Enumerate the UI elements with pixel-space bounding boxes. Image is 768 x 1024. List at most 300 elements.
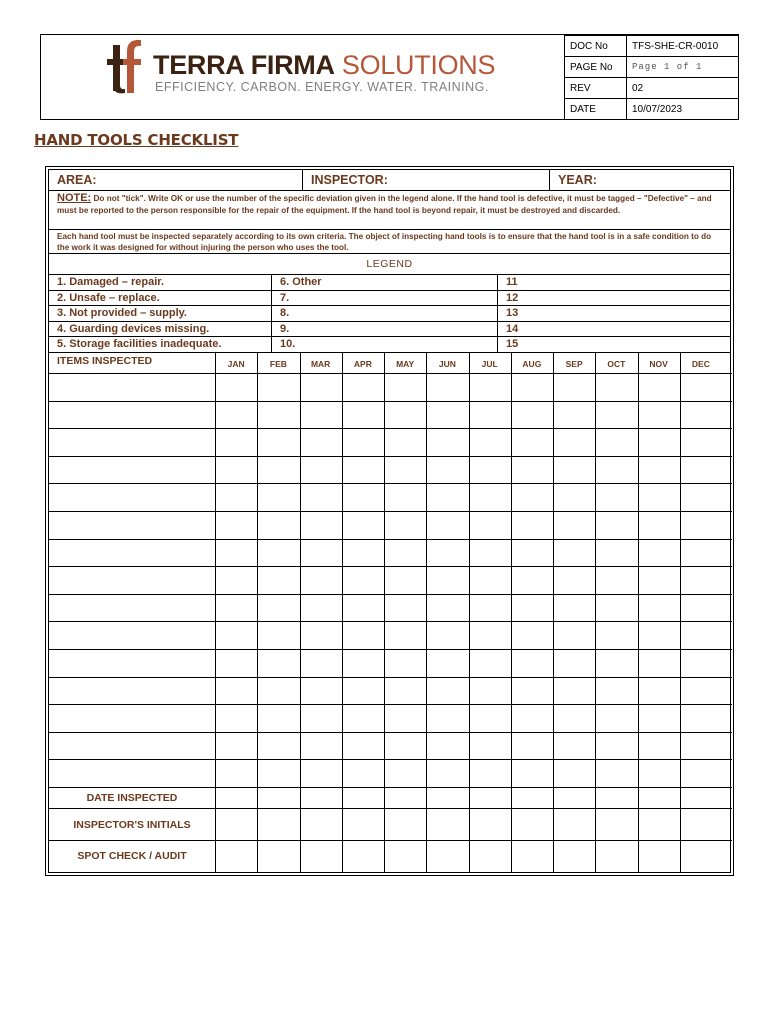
entry-cell-sep[interactable]	[554, 429, 595, 456]
entry-cell-may[interactable]	[385, 788, 426, 808]
entry-cell-oct[interactable]	[596, 429, 637, 456]
grid-column-line	[469, 353, 470, 872]
legend-item: 9.	[280, 322, 290, 335]
entry-cell-feb[interactable]	[258, 705, 299, 732]
entry-cell-nov[interactable]	[639, 622, 680, 649]
legend-item: 15	[506, 338, 519, 351]
entry-cell-mar[interactable]	[301, 733, 342, 760]
doc-info-row	[565, 99, 739, 120]
entry-cell-jul[interactable]	[470, 457, 511, 484]
entry-cell-sep[interactable]	[554, 512, 595, 539]
entry-cell-jan[interactable]	[216, 512, 257, 539]
company-tagline: EFFICIENCY. CARBON. ENERGY. WATER. TRAINING.	[155, 80, 489, 94]
entry-cell-dec[interactable]	[681, 512, 722, 539]
legend-row	[49, 275, 730, 291]
entry-cell-dec[interactable]	[681, 540, 722, 567]
entry-cell-dec[interactable]	[681, 705, 722, 732]
entry-cell-jan[interactable]	[216, 540, 257, 567]
doc-no-value: TFS-SHE-CR-0010	[627, 36, 739, 57]
entry-cell-jul[interactable]	[470, 841, 511, 871]
footer-row-label: INSPECTOR'S INITIALS	[73, 819, 191, 831]
entry-cell-jul[interactable]	[470, 595, 511, 622]
entry-cell-feb[interactable]	[258, 760, 299, 787]
entry-cell-mar[interactable]	[301, 760, 342, 787]
entry-cell-apr[interactable]	[343, 760, 384, 787]
entry-cell-oct[interactable]	[596, 402, 637, 429]
entry-cell-sep[interactable]	[554, 760, 595, 787]
item-name-cell[interactable]	[49, 429, 215, 456]
entry-cell-apr[interactable]	[343, 678, 384, 705]
item-name-cell[interactable]	[49, 705, 215, 732]
legend-item: 3. Not provided – supply.	[57, 307, 187, 320]
entry-cell-aug[interactable]	[512, 788, 553, 808]
legend-item: 7.	[280, 291, 290, 304]
entry-cell-may[interactable]	[385, 567, 426, 594]
inspector-field[interactable]	[303, 170, 549, 190]
entry-cell-jul[interactable]	[470, 788, 511, 808]
entry-cell-may[interactable]	[385, 760, 426, 787]
entry-cell-aug[interactable]	[512, 567, 553, 594]
entry-cell-nov[interactable]	[639, 540, 680, 567]
entry-cell-jul[interactable]	[470, 567, 511, 594]
entry-cell-jan[interactable]	[216, 429, 257, 456]
entry-cell-jun[interactable]	[427, 809, 468, 840]
entry-cell-jun[interactable]	[427, 788, 468, 808]
entry-cell-mar[interactable]	[301, 841, 342, 871]
entry-cell-mar[interactable]	[301, 484, 342, 511]
page-no-value: Page 1 of 1	[627, 57, 739, 78]
entry-cell-nov[interactable]	[639, 512, 680, 539]
entry-cell-sep[interactable]	[554, 733, 595, 760]
entry-cell-jan[interactable]	[216, 484, 257, 511]
item-name-cell[interactable]	[49, 512, 215, 539]
entry-cell-oct[interactable]	[596, 567, 637, 594]
entry-cell-apr[interactable]	[343, 374, 384, 401]
entry-cell-dec[interactable]	[681, 678, 722, 705]
item-name-cell[interactable]	[49, 760, 215, 787]
entry-cell-feb[interactable]	[258, 374, 299, 401]
note-section	[49, 191, 730, 230]
entry-cell-aug[interactable]	[512, 760, 553, 787]
entry-cell-nov[interactable]	[639, 402, 680, 429]
entry-cell-feb[interactable]	[258, 457, 299, 484]
entry-cell-jun[interactable]	[427, 678, 468, 705]
grid-column-line	[638, 353, 639, 872]
legend-title: LEGEND	[49, 254, 730, 275]
grid-column-line	[384, 353, 385, 872]
entry-cell-sep[interactable]	[554, 567, 595, 594]
legend-item: 8.	[280, 307, 290, 320]
item-name-cell[interactable]	[49, 457, 215, 484]
entry-cell-may[interactable]	[385, 809, 426, 840]
grid-column-line	[680, 353, 681, 872]
entry-cell-jun[interactable]	[427, 841, 468, 871]
entry-cell-may[interactable]	[385, 374, 426, 401]
entry-cell-jul[interactable]	[470, 622, 511, 649]
entry-cell-aug[interactable]	[512, 402, 553, 429]
entry-cell-oct[interactable]	[596, 595, 637, 622]
entry-cell-mar[interactable]	[301, 374, 342, 401]
grid-column-line	[595, 353, 596, 872]
entry-cell-apr[interactable]	[343, 622, 384, 649]
entry-cell-jul[interactable]	[470, 402, 511, 429]
entry-cell-mar[interactable]	[301, 705, 342, 732]
entry-cell-apr[interactable]	[343, 650, 384, 677]
document-header	[40, 34, 739, 120]
entry-cell-jul[interactable]	[470, 705, 511, 732]
entry-cell-feb[interactable]	[258, 650, 299, 677]
entry-cell-jul[interactable]	[470, 733, 511, 760]
entry-cell-may[interactable]	[385, 595, 426, 622]
entry-cell-jan[interactable]	[216, 678, 257, 705]
entry-cell-oct[interactable]	[596, 678, 637, 705]
legend-row	[49, 322, 730, 338]
page-title: HAND TOOLS CHECKLIST	[34, 131, 239, 149]
entry-cell-jun[interactable]	[427, 622, 468, 649]
grid-column-line	[257, 353, 258, 872]
entry-cell-jun[interactable]	[427, 457, 468, 484]
item-name-cell[interactable]	[49, 484, 215, 511]
entry-cell-feb[interactable]	[258, 788, 299, 808]
entry-cell-nov[interactable]	[639, 457, 680, 484]
month-header-feb: FEB	[269, 359, 287, 369]
entry-cell-nov[interactable]	[639, 841, 680, 871]
entry-cell-apr[interactable]	[343, 733, 384, 760]
entry-cell-sep[interactable]	[554, 622, 595, 649]
entry-cell-jun[interactable]	[427, 429, 468, 456]
entry-cell-dec[interactable]	[681, 650, 722, 677]
entry-cell-oct[interactable]	[596, 457, 637, 484]
entry-cell-feb[interactable]	[258, 678, 299, 705]
entry-cell-sep[interactable]	[554, 457, 595, 484]
company-name-primary: TERRA FIRMA	[153, 50, 335, 80]
entry-cell-feb[interactable]	[258, 512, 299, 539]
entry-cell-mar[interactable]	[301, 429, 342, 456]
entry-cell-feb[interactable]	[258, 540, 299, 567]
entry-cell-jan[interactable]	[216, 567, 257, 594]
legend-row	[49, 337, 730, 353]
entry-cell-jul[interactable]	[470, 512, 511, 539]
entry-cell-nov[interactable]	[639, 678, 680, 705]
entry-cell-sep[interactable]	[554, 788, 595, 808]
legend-item: 5. Storage facilities inadequate.	[57, 338, 222, 351]
entry-cell-mar[interactable]	[301, 809, 342, 840]
company-name	[153, 50, 495, 80]
entry-cell-aug[interactable]	[512, 678, 553, 705]
entry-cell-aug[interactable]	[512, 484, 553, 511]
date-label: DATE	[565, 99, 627, 120]
entry-cell-oct[interactable]	[596, 809, 637, 840]
entry-cell-dec[interactable]	[681, 733, 722, 760]
entry-cell-feb[interactable]	[258, 402, 299, 429]
entry-cell-apr[interactable]	[343, 402, 384, 429]
entry-cell-jul[interactable]	[470, 678, 511, 705]
entry-cell-jul[interactable]	[470, 650, 511, 677]
entry-cell-nov[interactable]	[639, 650, 680, 677]
month-header-jan: JAN	[227, 359, 245, 369]
entry-cell-oct[interactable]	[596, 650, 637, 677]
entry-cell-nov[interactable]	[639, 374, 680, 401]
entry-cell-aug[interactable]	[512, 374, 553, 401]
entry-cell-apr[interactable]	[343, 457, 384, 484]
entry-cell-feb[interactable]	[258, 733, 299, 760]
entry-cell-jun[interactable]	[427, 374, 468, 401]
month-header-aug: AUG	[522, 359, 542, 369]
entry-cell-jun[interactable]	[427, 733, 468, 760]
entry-cell-dec[interactable]	[681, 484, 722, 511]
entry-cell-dec[interactable]	[681, 760, 722, 787]
entry-cell-mar[interactable]	[301, 788, 342, 808]
item-name-cell[interactable]	[49, 678, 215, 705]
entry-cell-mar[interactable]	[301, 678, 342, 705]
entry-cell-jun[interactable]	[427, 595, 468, 622]
entry-cell-dec[interactable]	[681, 622, 722, 649]
grid-column-line	[215, 353, 216, 872]
entry-cell-sep[interactable]	[554, 705, 595, 732]
entry-cell-nov[interactable]	[639, 567, 680, 594]
entry-cell-may[interactable]	[385, 484, 426, 511]
item-name-cell[interactable]	[49, 567, 215, 594]
entry-cell-feb[interactable]	[258, 841, 299, 871]
entry-cell-nov[interactable]	[639, 595, 680, 622]
entry-cell-mar[interactable]	[301, 540, 342, 567]
month-header-nov: NOV	[649, 359, 668, 369]
footer-row-label: SPOT CHECK / AUDIT	[77, 850, 187, 862]
grid-column-line	[511, 353, 512, 872]
entry-cell-sep[interactable]	[554, 841, 595, 871]
entry-cell-aug[interactable]	[512, 457, 553, 484]
entry-cell-dec[interactable]	[681, 809, 722, 840]
entry-cell-may[interactable]	[385, 841, 426, 871]
entry-cell-aug[interactable]	[512, 705, 553, 732]
entry-cell-may[interactable]	[385, 733, 426, 760]
entry-cell-apr[interactable]	[343, 809, 384, 840]
note-body: Do not "tick". Write OK or use the number of the specific deviation given in the legend alone. If the hand tool is defective, it must be tagged – "Defective" – and must be reported to the person responsible for the repair of the equipment. If the hand tool is beyond repair, it must be destroyed and discarded.	[57, 194, 712, 215]
entry-cell-apr[interactable]	[343, 788, 384, 808]
entry-cell-may[interactable]	[385, 402, 426, 429]
entry-cell-apr[interactable]	[343, 484, 384, 511]
entry-cell-sep[interactable]	[554, 540, 595, 567]
entry-cell-sep[interactable]	[554, 374, 595, 401]
legend-item: 11	[506, 276, 518, 288]
entry-cell-sep[interactable]	[554, 595, 595, 622]
entry-cell-may[interactable]	[385, 457, 426, 484]
item-name-cell[interactable]	[49, 733, 215, 760]
entry-cell-mar[interactable]	[301, 512, 342, 539]
entry-cell-apr[interactable]	[343, 512, 384, 539]
inspector-label: INSPECTOR:	[311, 173, 388, 187]
entry-cell-jan[interactable]	[216, 705, 257, 732]
entry-cell-may[interactable]	[385, 512, 426, 539]
entry-cell-dec[interactable]	[681, 402, 722, 429]
entry-cell-jun[interactable]	[427, 512, 468, 539]
date-value: 10/07/2023	[627, 99, 739, 120]
note-text	[57, 192, 724, 217]
entry-cell-sep[interactable]	[554, 809, 595, 840]
entry-cell-apr[interactable]	[343, 567, 384, 594]
entry-cell-nov[interactable]	[639, 733, 680, 760]
entry-cell-dec[interactable]	[681, 457, 722, 484]
entry-cell-aug[interactable]	[512, 809, 553, 840]
month-header-jun: JUN	[438, 359, 456, 369]
month-header-dec: DEC	[691, 359, 710, 369]
entry-cell-may[interactable]	[385, 650, 426, 677]
month-header-sep: SEP	[565, 359, 583, 369]
description-section	[49, 230, 730, 254]
entry-cell-oct[interactable]	[596, 760, 637, 787]
entry-cell-may[interactable]	[385, 705, 426, 732]
entry-cell-jan[interactable]	[216, 788, 257, 808]
entry-cell-aug[interactable]	[512, 733, 553, 760]
entry-cell-mar[interactable]	[301, 567, 342, 594]
item-name-cell[interactable]	[49, 402, 215, 429]
entry-cell-dec[interactable]	[681, 567, 722, 594]
page-no-label: PAGE No	[565, 57, 627, 78]
grid-column-line	[553, 353, 554, 872]
rev-label: REV	[565, 78, 627, 99]
item-name-cell[interactable]	[49, 595, 215, 622]
entry-cell-jul[interactable]	[470, 540, 511, 567]
entry-cell-may[interactable]	[385, 678, 426, 705]
company-logo	[41, 35, 564, 119]
entry-cell-mar[interactable]	[301, 402, 342, 429]
entry-cell-nov[interactable]	[639, 705, 680, 732]
entry-cell-jul[interactable]	[470, 809, 511, 840]
entry-cell-aug[interactable]	[512, 841, 553, 871]
entry-cell-jul[interactable]	[470, 429, 511, 456]
entry-cell-apr[interactable]	[343, 595, 384, 622]
entry-cell-dec[interactable]	[681, 595, 722, 622]
entry-cell-jun[interactable]	[427, 650, 468, 677]
entry-cell-aug[interactable]	[512, 512, 553, 539]
doc-info-row	[565, 57, 739, 78]
item-name-cell[interactable]	[49, 650, 215, 677]
description-text: Each hand tool must be inspected separately according to its own criteria. The object of inspecting hand tools is to ensure that the hand tool is in a safe condition to do the work it was designed for without injuring the person who uses the tool.	[57, 232, 712, 252]
legend-item: 4. Guarding devices missing.	[57, 322, 210, 335]
entry-cell-jun[interactable]	[427, 567, 468, 594]
entry-cell-oct[interactable]	[596, 512, 637, 539]
entry-cell-dec[interactable]	[681, 374, 722, 401]
entry-cell-feb[interactable]	[258, 595, 299, 622]
entry-cell-jan[interactable]	[216, 622, 257, 649]
entry-cell-oct[interactable]	[596, 374, 637, 401]
legend-row	[49, 291, 730, 307]
entry-cell-oct[interactable]	[596, 788, 637, 808]
entry-cell-aug[interactable]	[512, 429, 553, 456]
entry-cell-jun[interactable]	[427, 760, 468, 787]
entry-cell-sep[interactable]	[554, 650, 595, 677]
entry-cell-feb[interactable]	[258, 429, 299, 456]
entry-cell-jan[interactable]	[216, 457, 257, 484]
footer-row-label: DATE INSPECTED	[86, 792, 178, 804]
entry-cell-dec[interactable]	[681, 429, 722, 456]
entry-cell-jun[interactable]	[427, 705, 468, 732]
entry-cell-jun[interactable]	[427, 540, 468, 567]
legend-row	[49, 306, 730, 322]
entry-cell-jun[interactable]	[427, 484, 468, 511]
year-field[interactable]	[550, 170, 730, 190]
entry-cell-apr[interactable]	[343, 429, 384, 456]
month-header-jul: JUL	[481, 359, 498, 369]
entry-cell-jan[interactable]	[216, 733, 257, 760]
entry-cell-jan[interactable]	[216, 841, 257, 871]
entry-cell-nov[interactable]	[639, 429, 680, 456]
entry-cell-jan[interactable]	[216, 809, 257, 840]
entry-cell-jan[interactable]	[216, 760, 257, 787]
entry-cell-aug[interactable]	[512, 540, 553, 567]
entry-cell-may[interactable]	[385, 622, 426, 649]
item-name-cell[interactable]	[49, 374, 215, 401]
document-info-table	[564, 35, 739, 120]
entry-cell-feb[interactable]	[258, 567, 299, 594]
legend-item: 14	[506, 322, 519, 335]
entry-cell-jul[interactable]	[470, 374, 511, 401]
entry-cell-mar[interactable]	[301, 457, 342, 484]
legend-item: 10.	[280, 338, 296, 351]
entry-cell-apr[interactable]	[343, 705, 384, 732]
entry-cell-dec[interactable]	[681, 788, 722, 808]
entry-cell-mar[interactable]	[301, 595, 342, 622]
item-name-cell[interactable]	[49, 622, 215, 649]
entry-cell-oct[interactable]	[596, 841, 637, 871]
entry-cell-aug[interactable]	[512, 595, 553, 622]
entry-cell-aug[interactable]	[512, 622, 553, 649]
entry-cell-apr[interactable]	[343, 540, 384, 567]
entry-cell-jan[interactable]	[216, 402, 257, 429]
entry-cell-nov[interactable]	[639, 484, 680, 511]
inspection-grid	[49, 353, 732, 872]
item-name-cell[interactable]	[49, 540, 215, 567]
legend-item: 13	[506, 307, 519, 320]
entry-cell-sep[interactable]	[554, 678, 595, 705]
entry-cell-apr[interactable]	[343, 841, 384, 871]
note-label: NOTE:	[57, 192, 92, 204]
entry-cell-jun[interactable]	[427, 402, 468, 429]
entry-cell-oct[interactable]	[596, 705, 637, 732]
entry-cell-jan[interactable]	[216, 595, 257, 622]
entry-cell-feb[interactable]	[258, 484, 299, 511]
entry-cell-oct[interactable]	[596, 733, 637, 760]
entry-cell-sep[interactable]	[554, 484, 595, 511]
entry-cell-dec[interactable]	[681, 841, 722, 871]
entry-cell-aug[interactable]	[512, 650, 553, 677]
entry-cell-nov[interactable]	[639, 809, 680, 840]
entry-cell-jan[interactable]	[216, 374, 257, 401]
entry-cell-jul[interactable]	[470, 760, 511, 787]
entry-cell-sep[interactable]	[554, 402, 595, 429]
entry-cell-nov[interactable]	[639, 788, 680, 808]
entry-cell-mar[interactable]	[301, 622, 342, 649]
entry-cell-feb[interactable]	[258, 622, 299, 649]
month-header-may: MAY	[396, 359, 415, 369]
month-header-oct: OCT	[607, 359, 626, 369]
entry-cell-jan[interactable]	[216, 650, 257, 677]
year-label: YEAR:	[558, 173, 597, 187]
entry-cell-oct[interactable]	[596, 540, 637, 567]
entry-cell-mar[interactable]	[301, 650, 342, 677]
entry-cell-oct[interactable]	[596, 622, 637, 649]
doc-info-row	[565, 36, 739, 57]
entry-cell-oct[interactable]	[596, 484, 637, 511]
entry-cell-may[interactable]	[385, 429, 426, 456]
tf-monogram-icon	[107, 37, 143, 97]
entry-cell-nov[interactable]	[639, 760, 680, 787]
entry-cell-may[interactable]	[385, 540, 426, 567]
entry-cell-jul[interactable]	[470, 484, 511, 511]
grid-column-line	[426, 353, 427, 872]
entry-cell-feb[interactable]	[258, 809, 299, 840]
area-field[interactable]	[49, 170, 302, 190]
